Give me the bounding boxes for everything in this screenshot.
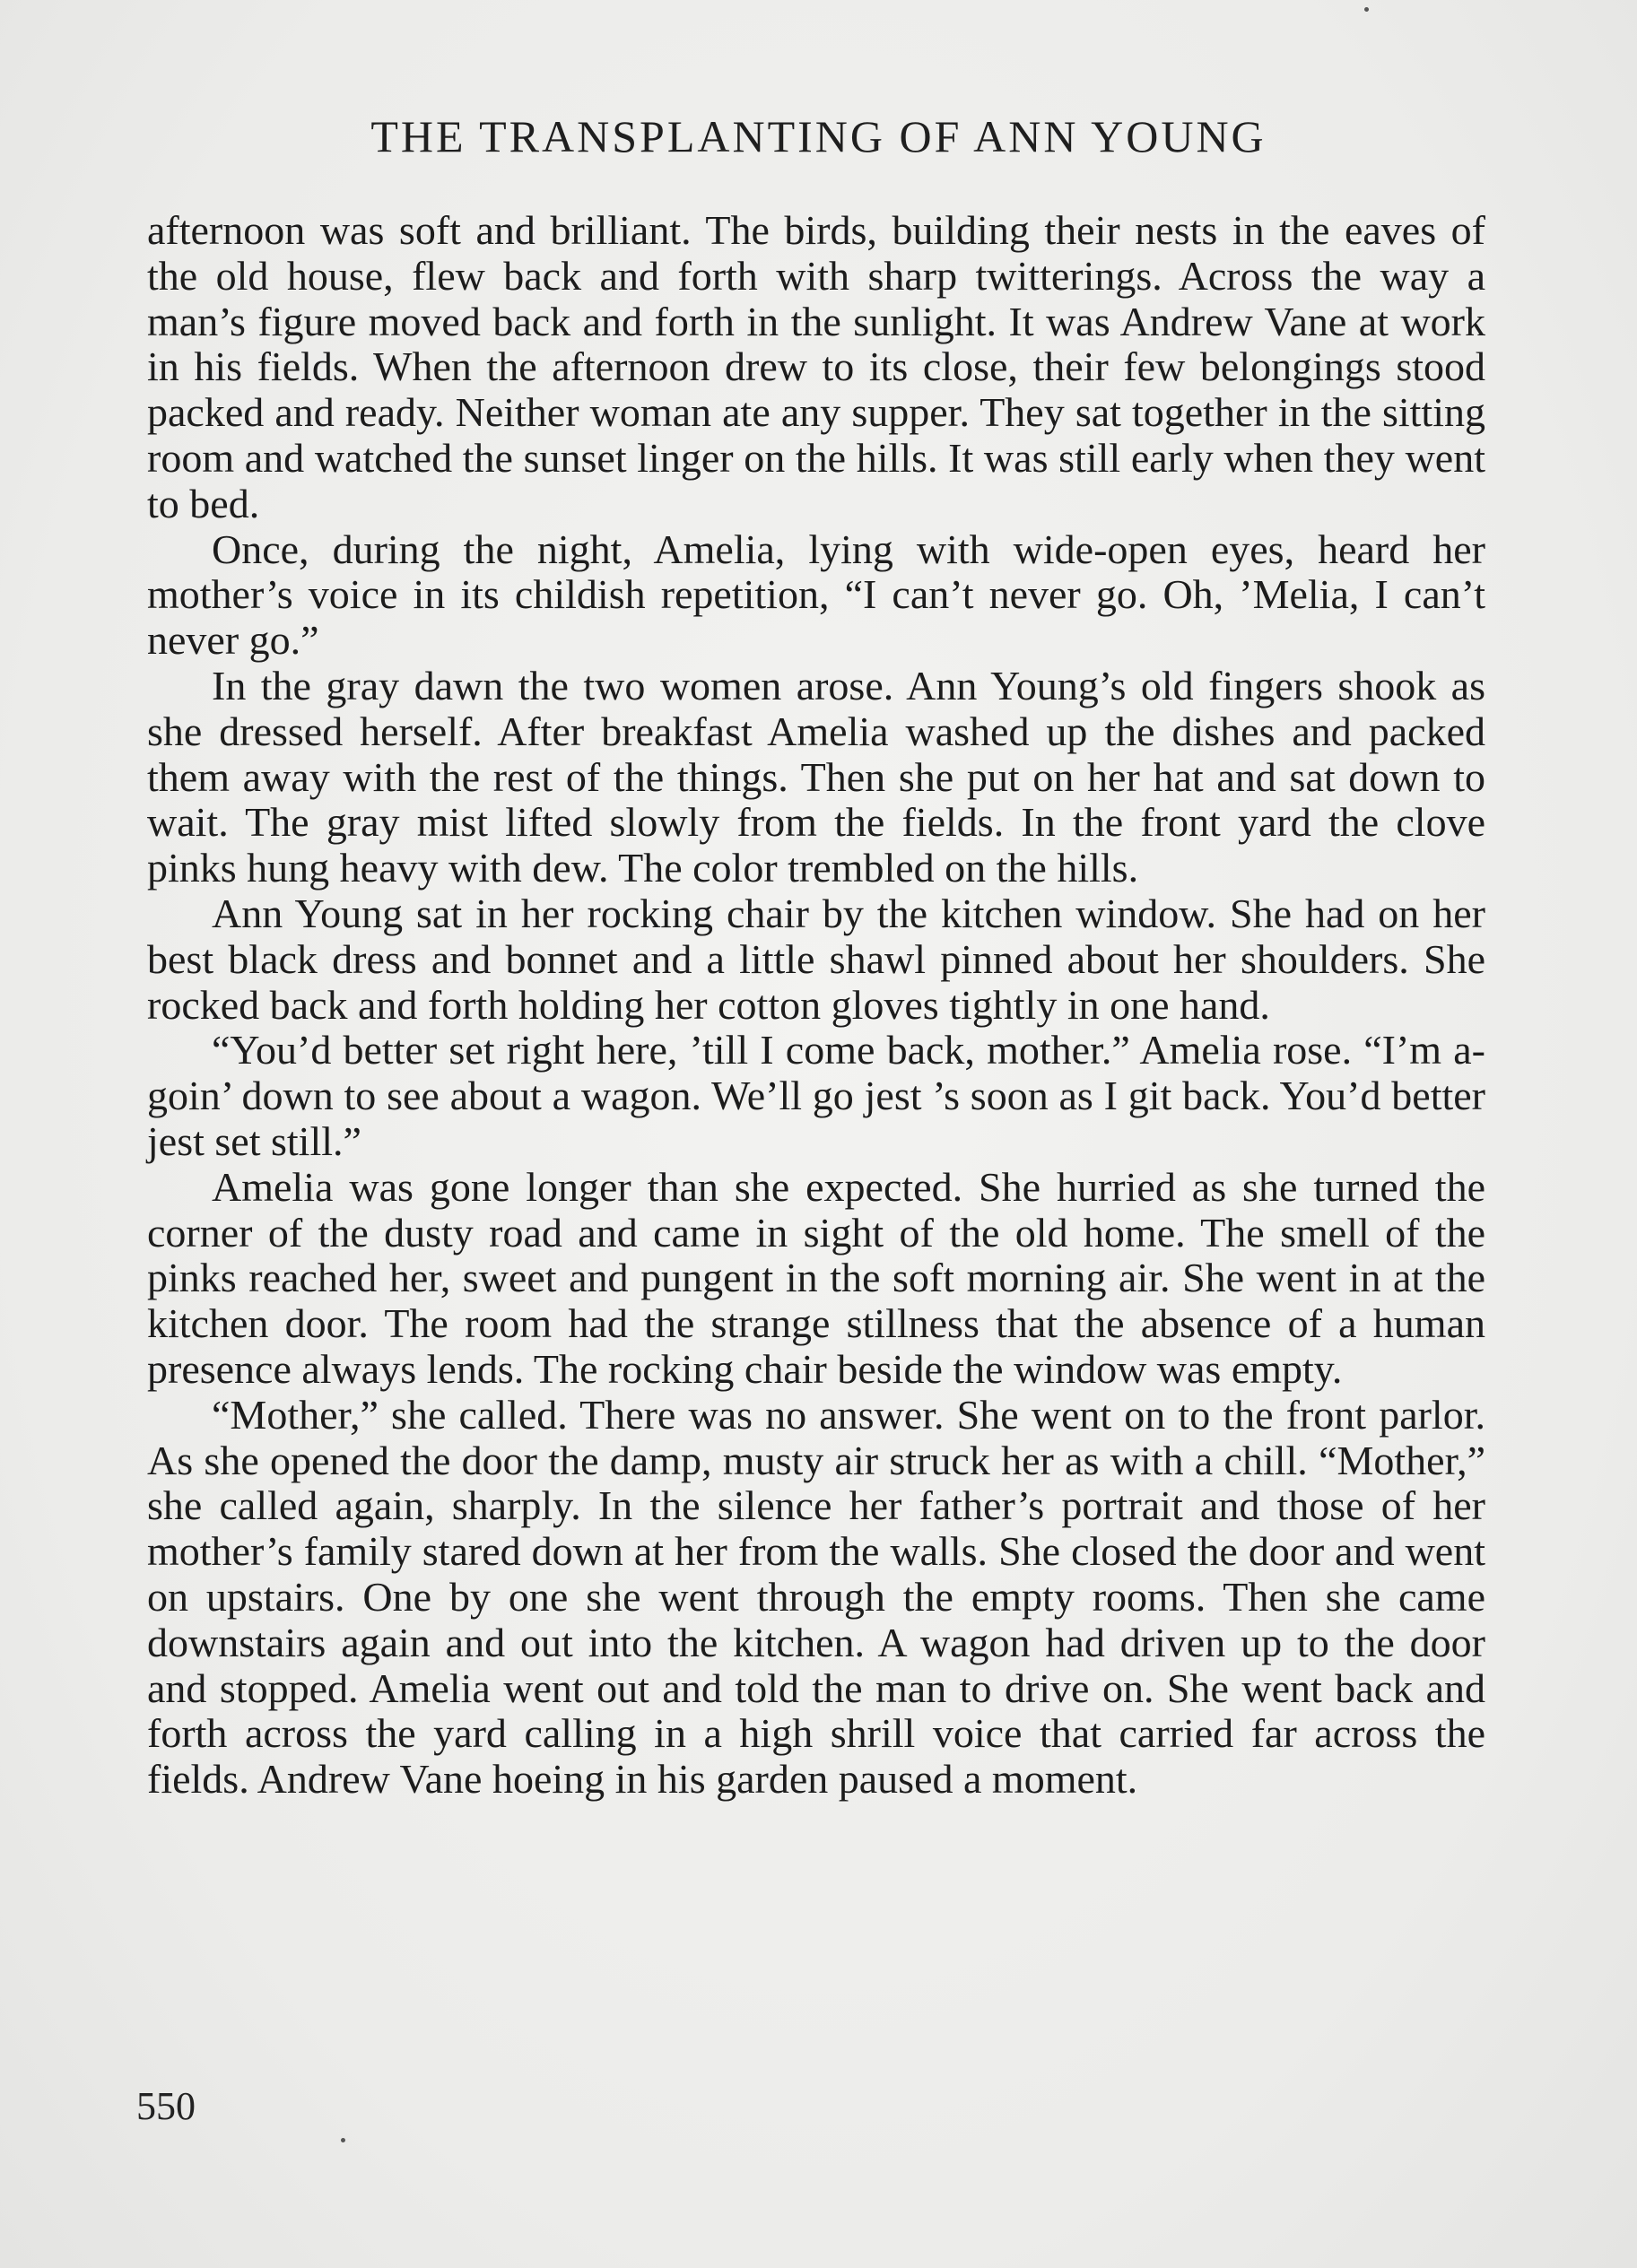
paragraph: Ann Young sat in her rocking chair by the kitchen window. She had on her best black dress and bonnet and a little shawl pinned about her shoulders. She rocked back and forth holding her cotton gloves tightly in one hand. bbox=[147, 890, 1485, 1028]
paragraph: “You’d better set right here, ’till I come back, mother.” Amelia rose. “I’m a-goin’ down to see about a wagon. We’ll go jest ’s soon as I git back. You’d better jest set still.” bbox=[147, 1027, 1485, 1164]
print-speck bbox=[341, 2138, 345, 2142]
paragraph: Amelia was gone longer than she expected. She hurried as she turned the corner of the dusty road and came in sight of the old home. The smell of the pinks reached her, sweet and pungent in the soft morning air. She went in at the kitchen door. The room had the strange stillness that the absence of a human presence always lends. The rocking chair beside the window was empty. bbox=[147, 1163, 1485, 1392]
body-text bbox=[147, 208, 1485, 1803]
paragraph: In the gray dawn the two women arose. Ann Young’s old fingers shook as she dressed herself. After breakfast Amelia washed up the dishes and packed them away with the rest of the things. Then she put on her hat and sat down to wait. The gray mist lifted slowly from the fields. In the front yard the clove pinks hung heavy with dew. The color trembled on the hills. bbox=[147, 662, 1485, 891]
paragraph: afternoon was soft and brilliant. The birds, building their nests in the eaves of the old house, flew back and forth with sharp twitterings. Across the way a man’s figure moved back and forth in the sunlight. It was Andrew Vane at work in his fields. When the afternoon drew to its close, their few belongings stood packed and ready. Neither woman ate any supper. They sat together in the sitting room and watched the sunset linger on the hills. It was still early when they went to bed. bbox=[147, 207, 1485, 526]
running-head: THE TRANSPLANTING OF ANN YOUNG bbox=[370, 111, 1267, 161]
paragraph: “Mother,” she called. There was no answer. She went on to the front parlor. As she opened the door the damp, musty air struck her as with a chill. “Mother,” she called again, sharply. In the silence her father’s portrait and those of her mother’s family stared down at her from the walls. She closed the door and went on upstairs. One by one she went through the empty rooms. Then she came downstairs again and out into the kitchen. A wagon had driven up to the door and stopped. Amelia went out and told the man to drive on. She went back and forth across the yard calling in a high shrill voice that carried far across the fields. Andrew Vane hoeing in his garden paused a moment. bbox=[147, 1391, 1485, 1803]
paragraph: Once, during the night, Amelia, lying with wide-open eyes, heard her mother’s voice in its childish repetition, “I can’t never go. Oh, ’Melia, I can’t never go.” bbox=[147, 526, 1485, 664]
page-number: 550 bbox=[136, 2084, 196, 2128]
print-speck bbox=[1364, 7, 1369, 12]
